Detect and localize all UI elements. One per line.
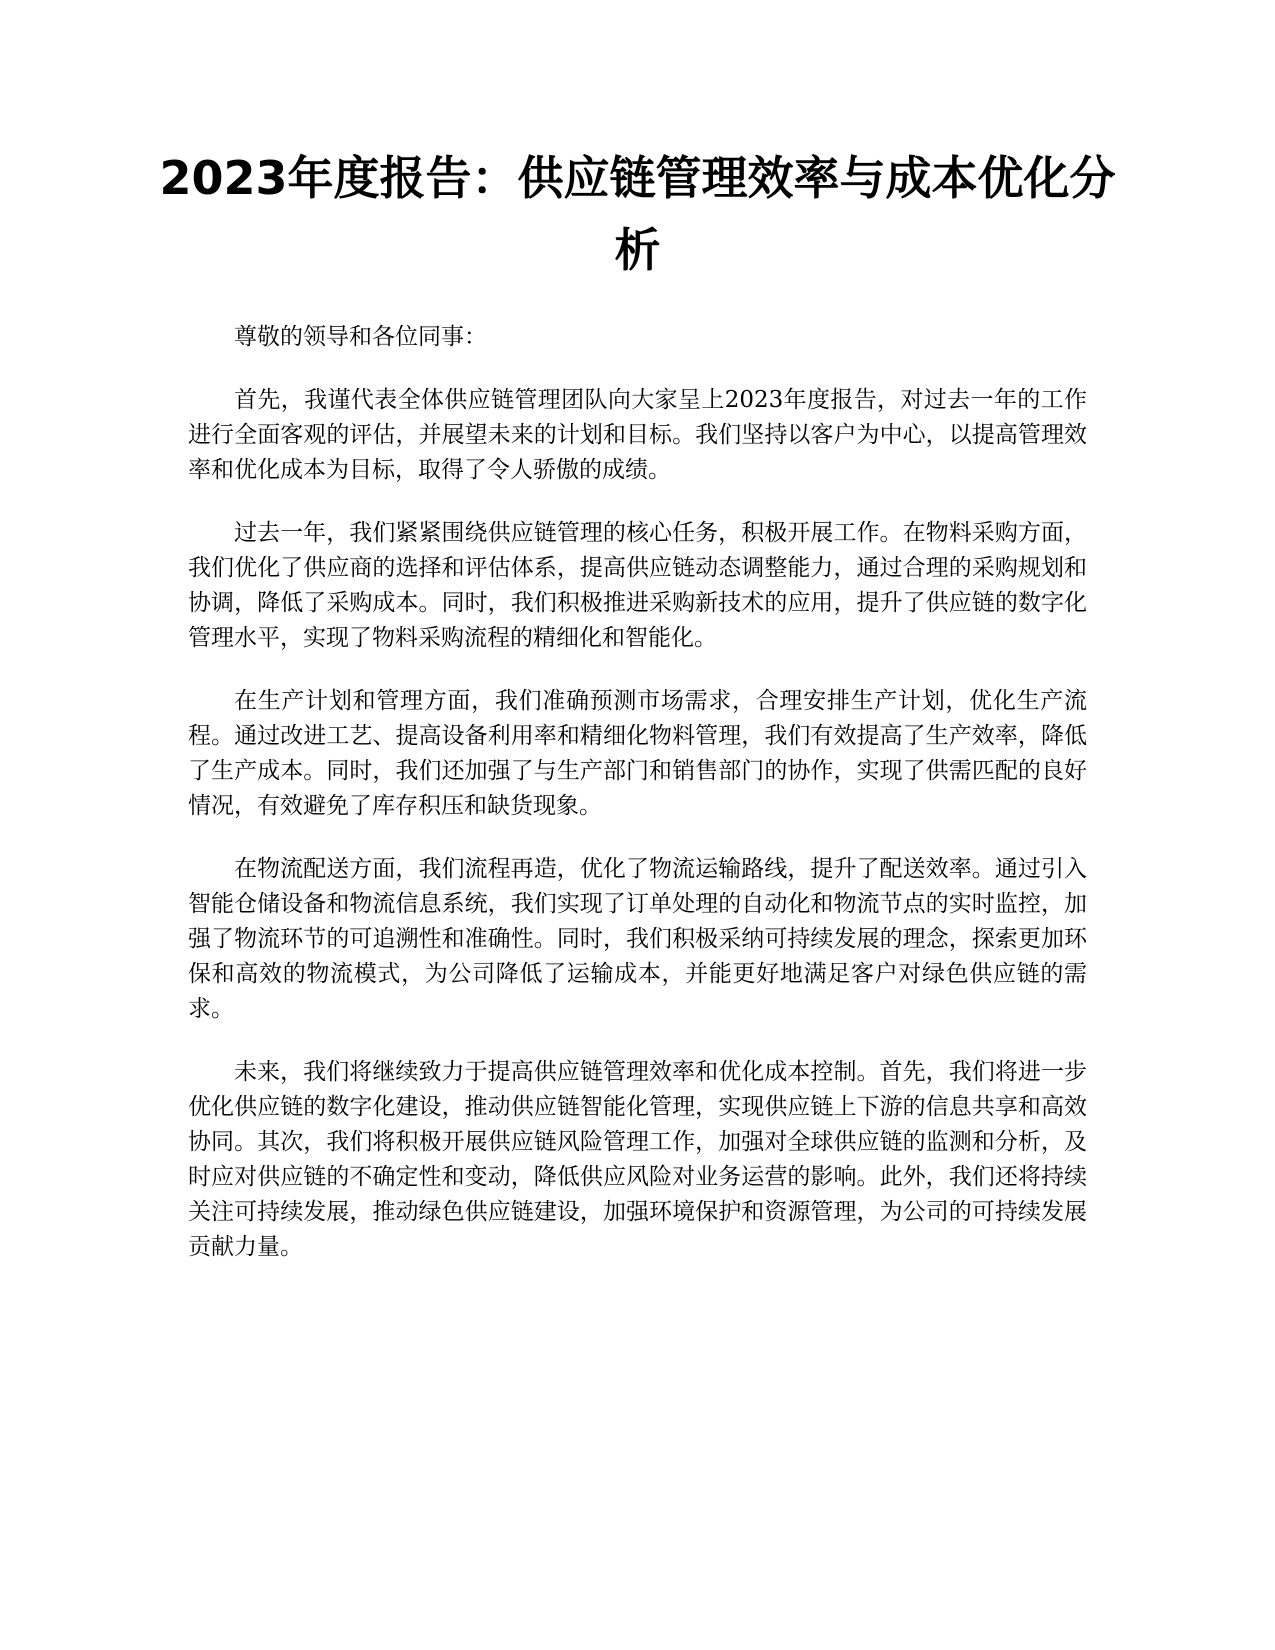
paragraph-procurement: 过去一年，我们紧紧围绕供应链管理的核心任务，积极开展工作。在物料采购方面，我们优化了供应商的选择和评估体系，提高供应链动态调整能力，通过合理的采购规划和协调，降低了采购成本。同时，我们积极推进采购新技术的应用，提升了供应链的数字化管理水平，实现了物料采购流程的精细化和智能化。 (188, 520, 1087, 651)
paragraph-production: 在生产计划和管理方面，我们准确预测市场需求，合理安排生产计划，优化生产流程。通过改进工艺、提高设备利用率和精细化物料管理，我们有效提高了生产效率，降低了生产成本。同时，我们还加强了与生产部门和销售部门的协作，实现了供需匹配的良好情况，有效避免了库存积压和缺货现象。 (188, 688, 1087, 819)
paragraph-future: 未来，我们将继续致力于提高供应链管理效率和优化成本控制。首先，我们将进一步优化供应链的数字化建设，推动供应链智能化管理，实现供应链上下游的信息共享和高效协同。其次，我们将积极开展供应链风险管理工作，加强对全球供应链的监测和分析，及时应对供应链的不确定性和变动，降低供应风险对业务运营的影响。此外，我们还将持续关注可持续发展，推动绿色供应链建设，加强环境保护和资源管理，为公司的可持续发展贡献力量。 (188, 1059, 1087, 1260)
paragraph-intro: 首先，我谨代表全体供应链管理团队向大家呈上2023年度报告，对过去一年的工作进行全面客观的评估，并展望未来的计划和目标。我们坚持以客户为中心，以提高管理效率和优化成本为目标，取得了令人骄傲的成绩。 (188, 387, 1087, 483)
document-body (188, 320, 1087, 1293)
paragraph-logistics: 在物流配送方面，我们流程再造，优化了物流运输路线，提升了配送效率。通过引入智能仓储设备和物流信息系统，我们实现了订单处理的自动化和物流节点的实时监控，加强了物流环节的可追溯性和准确性。同时，我们积极采纳可持续发展的理念，探索更加环保和高效的物流模式，为公司降低了运输成本，并能更好地满足客户对绿色供应链的需求。 (188, 856, 1087, 1022)
document-title: 2023年度报告：供应链管理效率与成本优化分析 (159, 151, 1116, 277)
greeting: 尊敬的领导和各位同事： (234, 324, 487, 350)
